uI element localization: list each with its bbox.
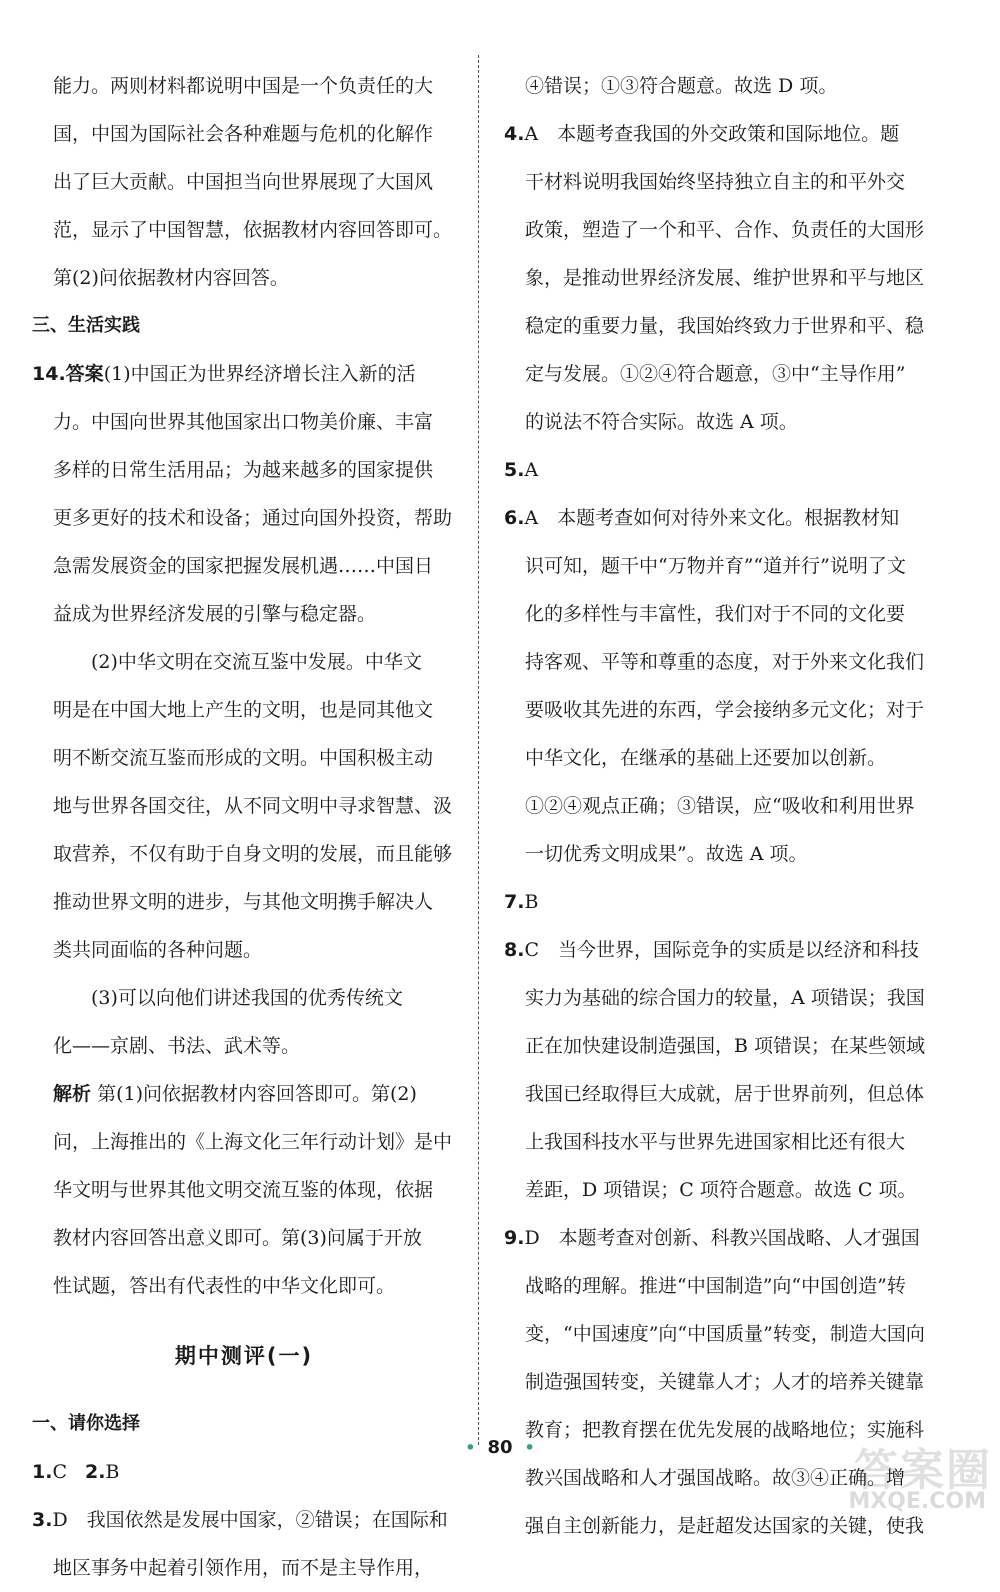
- question-number: 6.: [504, 507, 525, 529]
- text-line: 明是在中国大地上产生的文明，也是同其他文: [53, 699, 434, 721]
- text-line: 更多更好的技术和设备；通过向国外投资，帮助: [53, 507, 453, 529]
- text-line: [32, 1496, 456, 1544]
- text-line: (2)中华文明在交流互鉴中发展。中华文: [91, 651, 422, 673]
- text-line: (3)可以向他们讲述我国的优秀传统文: [91, 987, 403, 1009]
- q3-continuation: ④错误；①③符合题意。故选 D 项。: [525, 75, 838, 97]
- section-heading-choose: 一、请你选择: [32, 1413, 140, 1434]
- text-line: 一切优秀文明成果”。故选 A 项。: [525, 843, 808, 865]
- text-line: 干材料说明我国始终坚持独立自主的和平外交: [525, 171, 906, 193]
- text-line: 教材内容回答出意义即可。第(3)问属于开放: [53, 1227, 422, 1249]
- page-number-text: 80: [487, 1437, 513, 1458]
- text-span: C 当今世界，国际竞争的实质是以经济和科技: [524, 939, 919, 961]
- text-line: 教育；把教育摆在优先发展的战略地位；实施科: [525, 1419, 925, 1441]
- text-line: ①②④观点正确；③错误，应“吸收和利用世界: [525, 795, 915, 817]
- text-line: 急需发展资金的国家把握发展机遇……中国日: [53, 555, 434, 577]
- text-line: 正在加快建设制造强国，B 项错误；在某些领域: [525, 1035, 926, 1057]
- text-line: 化——京剧、书法、武术等。: [53, 1035, 301, 1057]
- analysis-tag: 解析: [53, 1083, 92, 1105]
- text-line: 问，上海推出的《上海文化三年行动计划》是中: [53, 1131, 453, 1153]
- text-line: 我国已经取得巨大成就，居于世界前列，但总体: [525, 1083, 925, 1105]
- text-line: 象，是推动世界经济发展、维护世界和平与地区: [525, 267, 925, 289]
- text-line: 要吸收其先进的东西，学会接纳多元文化；对于: [525, 699, 925, 721]
- question-number: 1.: [32, 1461, 53, 1483]
- left-column: [32, 62, 456, 1592]
- q4-answer: [504, 110, 928, 446]
- question-number: 3.: [32, 1509, 53, 1531]
- text-span: A 本题考查如何对待外来文化。根据教材知: [524, 507, 900, 529]
- q5-answer: [504, 446, 928, 494]
- question-number: 8.: [504, 939, 525, 961]
- text-line: 推动世界文明的进步，与其他文明携手解决人: [53, 891, 434, 913]
- exam-title: 期中测评(一): [174, 1344, 314, 1368]
- text-line: 政策，塑造了一个和平、合作、负责任的大国形: [525, 219, 925, 241]
- text-line: 性试题，答出有代表性的中华文化即可。: [53, 1275, 396, 1297]
- text-line: 定与发展。①②④符合题意，③中“主导作用”: [525, 363, 906, 385]
- question-number: 5.: [504, 459, 525, 481]
- text-span: D 我国依然是发展中国家，②错误；在国际和: [52, 1509, 448, 1531]
- page-number: [0, 1437, 1000, 1458]
- q8-answer: [504, 926, 928, 1214]
- q14-answer: [32, 350, 456, 1310]
- watermark-url: MXQE.COM: [848, 1489, 986, 1514]
- text-span: A 本题考查我国的外交政策和国际地位。题: [524, 123, 900, 145]
- text-line: 识可知，题干中“万物并育”“道并行”说明了文: [525, 555, 906, 577]
- q6-answer: [504, 494, 928, 878]
- text-line: 出了巨大贡献。中国担当向世界展现了大国风: [53, 171, 434, 193]
- text-line: 稳定的重要力量，我国始终致力于世界和平、稳: [525, 315, 925, 337]
- text-line: 类共同面临的各种问题。: [53, 939, 263, 961]
- text-line: [32, 1070, 456, 1118]
- answer-letter: A: [524, 459, 539, 481]
- text-line: 力。中国向世界其他国家出口物美价廉、丰富: [53, 411, 434, 433]
- answer-letter: B: [524, 891, 539, 913]
- text-line: 地与世界各国交往，从不同文明中寻求智慧、汲: [53, 795, 453, 817]
- text-line: 化的多样性与丰富性，我们对于不同的文化要: [525, 603, 906, 625]
- text-line: 中华文化，在继承的基础上还要加以创新。: [525, 747, 887, 769]
- text-line: 地区事务中起着引领作用，而不是主导作用，: [53, 1557, 434, 1579]
- text-line: 明不断交流互鉴而形成的文明。中国积极主动: [53, 747, 434, 769]
- text-line: 的说法不符合实际。故选 A 项。: [525, 411, 798, 433]
- right-column: [504, 62, 928, 1550]
- question-number: 7.: [504, 891, 525, 913]
- answer-letter: C: [52, 1461, 67, 1483]
- text-span: 第(1)问依据教材内容回答即可。第(2): [97, 1083, 417, 1105]
- text-line: 能力。两则材料都说明中国是一个负责任的大: [53, 75, 434, 97]
- section-heading-life-practice: 三、生活实践: [32, 315, 140, 336]
- text-line: [32, 350, 456, 398]
- text-line: [504, 110, 928, 158]
- text-line: [504, 926, 928, 974]
- text-line: 第(2)问依据教材内容回答。: [53, 267, 289, 289]
- dot-icon: •: [465, 1438, 476, 1457]
- q7-answer: [504, 878, 928, 926]
- text-line: [504, 1214, 928, 1262]
- question-number: 4.: [504, 123, 525, 145]
- answer-letter: B: [105, 1461, 120, 1483]
- text-line: 强自主创新能力，是赶超发达国家的关键，使我: [525, 1515, 925, 1537]
- text-line: 变，“中国速度”向“中国质量”转变，制造大国向: [525, 1323, 925, 1345]
- text-line: 多样的日常生活用品；为越来越多的国家提供: [53, 459, 434, 481]
- question-number: 14.: [32, 363, 66, 385]
- text-line: 取营养，不仅有助于自身文明的发展，而且能够: [53, 843, 453, 865]
- text-span: (1)中国正为世界经济增长注入新的活: [103, 363, 416, 385]
- watermark-logo: 答案圈: [854, 1445, 992, 1496]
- question-number: 9.: [504, 1227, 525, 1249]
- text-line: 差距，D 项错误；C 项符合题意。故选 C 项。: [525, 1179, 917, 1201]
- q13-continuation: [32, 62, 456, 302]
- text-line: 制造强国转变，关键靠人才；人才的培养关键靠: [525, 1371, 925, 1393]
- text-line: 持客观、平等和尊重的态度，对于外来文化我们: [525, 651, 925, 673]
- text-line: 范，显示了中国智慧，依据教材内容回答即可。: [53, 219, 453, 241]
- text-line: 益成为世界经济发展的引擎与稳定器。: [53, 603, 377, 625]
- text-line: 实力为基础的综合国力的较量，A 项错误；我国: [525, 987, 925, 1009]
- text-line: 国，中国为国际社会各种难题与危机的化解作: [53, 123, 434, 145]
- text-line: 华文明与世界其他文明交流互鉴的体现，依据: [53, 1179, 434, 1201]
- text-span: D 本题考查对创新、科教兴国战略、人才强国: [524, 1227, 920, 1249]
- text-line: 上我国科技水平与世界先进国家相比还有很大: [525, 1131, 906, 1153]
- question-number: 2.: [85, 1461, 106, 1483]
- text-line: 战略的理解。推进“中国制造”向“中国创造”转: [525, 1275, 906, 1297]
- q3-answer: [32, 1496, 456, 1592]
- column-divider: [478, 55, 479, 1445]
- answer-tag: 答案: [65, 363, 104, 385]
- text-line: 教兴国战略和人才强国战略。故③④正确。增: [525, 1467, 906, 1489]
- text-line: [504, 494, 928, 542]
- dot-icon: •: [524, 1438, 535, 1457]
